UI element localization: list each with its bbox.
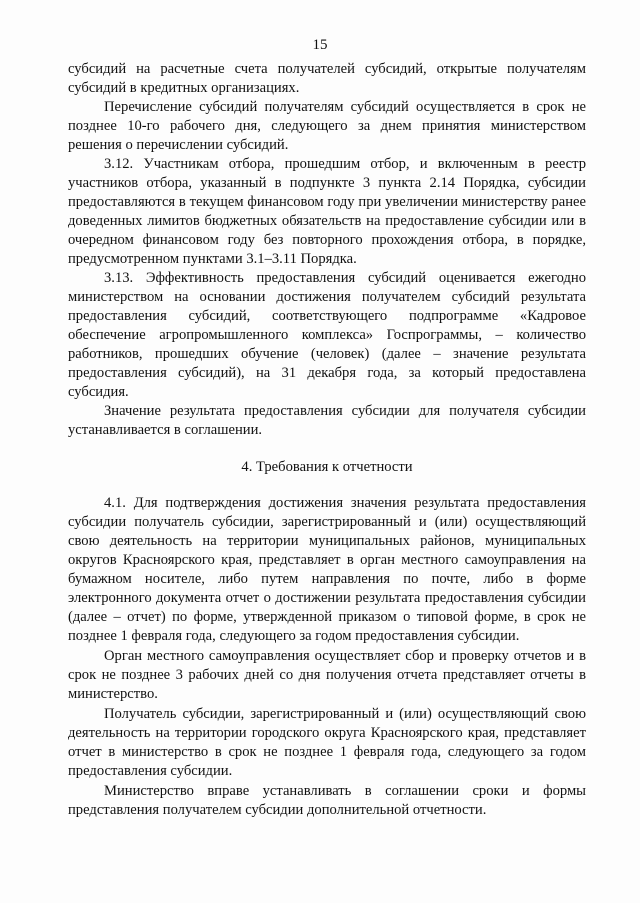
paragraph-3-12: 3.12. Участникам отбора, прошедшим отбор, и включенным в реестр участников отбора, указанный в подпункте 3 пункта 2.14 Порядка, субсидии предоставляются в текущем финансовом году при увеличении министерству ранее доведенных лимитов бюджетных обязательств на предоставление субсидии или в очередном финансовом году без повторного прохождения отбора, в порядке, предусмотренном пунктами 3.1–3.11 Порядка. — [68, 156, 586, 267]
paragraph-city-recipient: Получатель субсидии, зарегистрированный и (или) осуществляющий свою деятельность на территории городского округа Красноярского края, представляет отчет в министерство в срок не позднее 1 февраля года, следующего за годом предоставления субсидии. — [68, 706, 586, 779]
page-number: 15 — [312, 37, 328, 53]
document-body — [68, 60, 586, 820]
paragraph-continuation: субсидий на расчетные счета получателей субсидий, открытые получателям субсидий в кредитных организациях. — [68, 61, 586, 96]
paragraph-local-government: Орган местного самоуправления осуществляет сбор и проверку отчетов и в срок не позднее 3 рабочих дней со дня получения отчета представляет отчеты в министерство. — [68, 648, 586, 702]
paragraph-transfer-deadline: Перечисление субсидий получателям субсидий осуществляется в срок не позднее 10-го рабочего дня, следующего за днем принятия министерством решения о перечислении субсидий. — [68, 99, 586, 153]
section-title: 4. Требования к отчетности — [241, 459, 413, 475]
paragraph-result-value: Значение результата предоставления субсидии для получателя субсидии устанавливается в соглашении. — [68, 403, 586, 438]
paragraph-additional-reporting: Министерство вправе устанавливать в соглашении сроки и формы представления получателем субсидии дополнительной отчетности. — [68, 783, 586, 818]
paragraph-4-1: 4.1. Для подтверждения достижения значения результата предоставления субсидии получатель субсидии, зарегистрированный и (или) осуществляющий свою деятельность на территории муниципальных районов, муниципальных округов Красноярского края, представляет в орган местного самоуправления на бумажном носителе, либо путем направления по почте, либо в форме электронного документа отчет о достижении результата предоставления субсидии (далее – отчет) по форме, утвержденной приказом о типовой форме, в срок не позднее 1 февраля года, следующего за годом предоставления субсидии. — [68, 495, 586, 644]
paragraph-3-13: 3.13. Эффективность предоставления субсидий оценивается ежегодно министерством на основании достижения получателем субсидий результата предоставления субсидий, соответствующего подпрограмме «Кадровое обеспечение агропромышленного комплекса» Госпрограммы, – количество работников, прошедших обучение (человек) (далее – значение результата предоставления субсидий), на 31 декабря года, за который предоставлена субсидия. — [68, 270, 586, 400]
